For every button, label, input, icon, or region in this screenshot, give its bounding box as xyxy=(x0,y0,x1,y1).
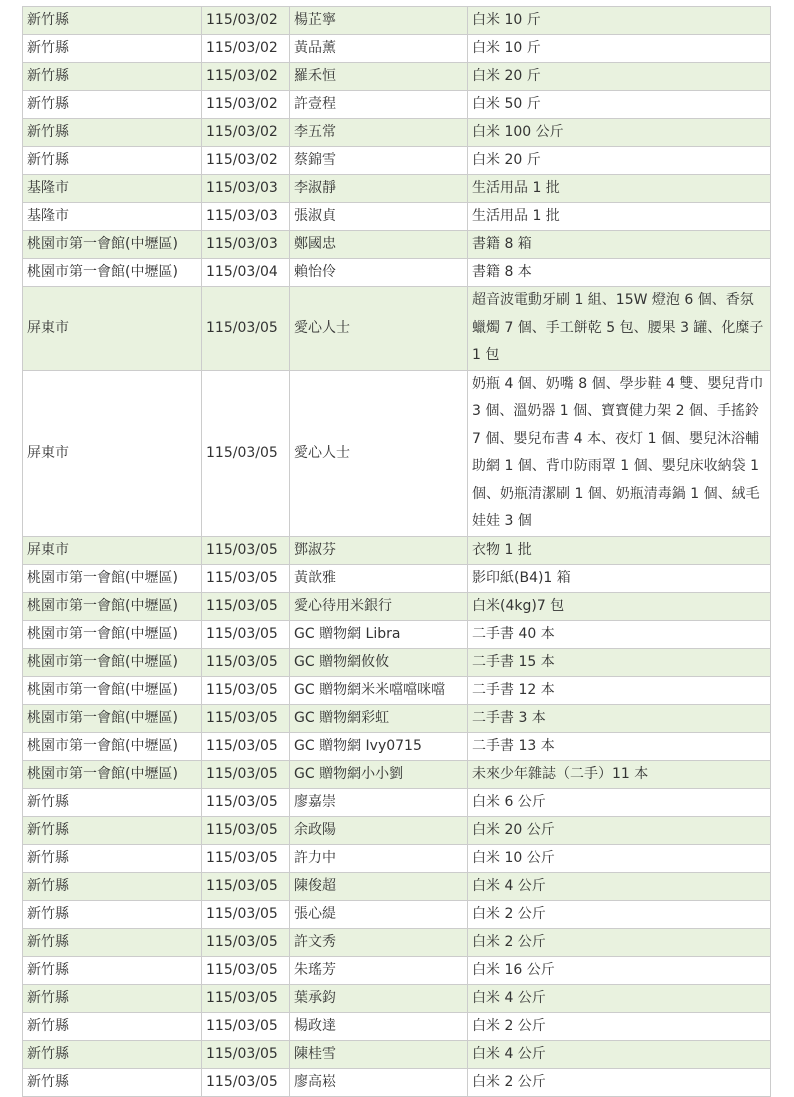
donor-cell: 廖嘉崇 xyxy=(290,788,468,816)
donor-cell: 羅禾恒 xyxy=(290,63,468,91)
donation-table-body xyxy=(23,7,771,1097)
item-cell: 奶瓶 4 個、奶嘴 8 個、學步鞋 4 雙、嬰兒背巾 3 個、溫奶器 1 個、寶寶健力架 2 個、手搖鈴 7 個、嬰兒布書 4 本、夜灯 1 個、嬰兒沐浴輔助網 1 個、背巾防雨罩 1 個、嬰兒床收納袋 1 個、奶瓶清潔刷 1 個、奶瓶清毒鍋 1 個、絨毛娃娃 3 個 xyxy=(468,370,771,536)
donor-cell: 黃品薰 xyxy=(290,35,468,63)
region-cell: 桃園市第一會館(中壢區) xyxy=(23,648,202,676)
item-cell: 白米 2 公斤 xyxy=(468,928,771,956)
table-row xyxy=(23,536,771,564)
region-cell: 新竹縣 xyxy=(23,91,202,119)
item-cell: 白米 10 斤 xyxy=(468,35,771,63)
item-cell: 二手書 40 本 xyxy=(468,620,771,648)
region-cell: 新竹縣 xyxy=(23,1068,202,1096)
region-cell: 基隆市 xyxy=(23,175,202,203)
region-cell: 新竹縣 xyxy=(23,844,202,872)
donor-cell: 廖高崧 xyxy=(290,1068,468,1096)
date-cell: 115/03/05 xyxy=(202,536,290,564)
table-row xyxy=(23,732,771,760)
donor-cell: 陳桂雪 xyxy=(290,1040,468,1068)
date-cell: 115/03/05 xyxy=(202,564,290,592)
donation-table xyxy=(22,6,771,1097)
region-cell: 新竹縣 xyxy=(23,63,202,91)
item-cell: 白米 20 斤 xyxy=(468,147,771,175)
item-cell: 白米 20 公斤 xyxy=(468,816,771,844)
table-row xyxy=(23,592,771,620)
table-row xyxy=(23,203,771,231)
donor-cell: 愛心人士 xyxy=(290,287,468,371)
item-cell: 書籍 8 箱 xyxy=(468,231,771,259)
donor-cell: GC 贈物網小小劉 xyxy=(290,760,468,788)
donor-cell: 張淑貞 xyxy=(290,203,468,231)
item-cell: 超音波電動牙刷 1 組、15W 燈泡 6 個、香氛蠟燭 7 個、手工餅乾 5 包、腰果 3 罐、化糜子 1 包 xyxy=(468,287,771,371)
region-cell: 屏東市 xyxy=(23,536,202,564)
table-row xyxy=(23,620,771,648)
region-cell: 新竹縣 xyxy=(23,1012,202,1040)
region-cell: 新竹縣 xyxy=(23,788,202,816)
region-cell: 桃園市第一會館(中壢區) xyxy=(23,259,202,287)
item-cell: 白米 100 公斤 xyxy=(468,119,771,147)
date-cell: 115/03/03 xyxy=(202,175,290,203)
date-cell: 115/03/02 xyxy=(202,63,290,91)
item-cell: 二手書 3 本 xyxy=(468,704,771,732)
donor-cell: 許力中 xyxy=(290,844,468,872)
item-cell: 白米 4 公斤 xyxy=(468,872,771,900)
date-cell: 115/03/02 xyxy=(202,35,290,63)
region-cell: 桃園市第一會館(中壢區) xyxy=(23,760,202,788)
table-row xyxy=(23,1040,771,1068)
date-cell: 115/03/05 xyxy=(202,872,290,900)
region-cell: 桃園市第一會館(中壢區) xyxy=(23,231,202,259)
table-row xyxy=(23,63,771,91)
item-cell: 二手書 15 本 xyxy=(468,648,771,676)
region-cell: 新竹縣 xyxy=(23,928,202,956)
item-cell: 白米 16 公斤 xyxy=(468,956,771,984)
date-cell: 115/03/05 xyxy=(202,287,290,371)
donor-cell: 陳俊超 xyxy=(290,872,468,900)
region-cell: 新竹縣 xyxy=(23,35,202,63)
region-cell: 新竹縣 xyxy=(23,119,202,147)
donor-cell: 蔡錦雪 xyxy=(290,147,468,175)
table-row xyxy=(23,1068,771,1096)
date-cell: 115/03/05 xyxy=(202,1068,290,1096)
donor-cell: 楊政達 xyxy=(290,1012,468,1040)
table-row xyxy=(23,119,771,147)
region-cell: 基隆市 xyxy=(23,203,202,231)
item-cell: 白米 10 斤 xyxy=(468,7,771,35)
donor-cell: 鄧淑芬 xyxy=(290,536,468,564)
date-cell: 115/03/05 xyxy=(202,928,290,956)
table-row xyxy=(23,648,771,676)
date-cell: 115/03/02 xyxy=(202,91,290,119)
donor-cell: GC 贈物網米米噹噹咪噹 xyxy=(290,676,468,704)
item-cell: 白米 10 公斤 xyxy=(468,844,771,872)
table-row xyxy=(23,7,771,35)
item-cell: 影印紙(B4)1 箱 xyxy=(468,564,771,592)
table-row xyxy=(23,928,771,956)
item-cell: 生活用品 1 批 xyxy=(468,203,771,231)
region-cell: 桃園市第一會館(中壢區) xyxy=(23,704,202,732)
table-row xyxy=(23,956,771,984)
item-cell: 白米 50 斤 xyxy=(468,91,771,119)
date-cell: 115/03/05 xyxy=(202,788,290,816)
date-cell: 115/03/04 xyxy=(202,259,290,287)
donor-cell: 賴怡伶 xyxy=(290,259,468,287)
donor-cell: 許壹程 xyxy=(290,91,468,119)
item-cell: 白米 6 公斤 xyxy=(468,788,771,816)
table-row xyxy=(23,984,771,1012)
donor-cell: 李五常 xyxy=(290,119,468,147)
donor-cell: 李淑靜 xyxy=(290,175,468,203)
table-row xyxy=(23,760,771,788)
date-cell: 115/03/05 xyxy=(202,900,290,928)
date-cell: 115/03/05 xyxy=(202,704,290,732)
item-cell: 白米 2 公斤 xyxy=(468,900,771,928)
table-row xyxy=(23,259,771,287)
item-cell: 白米 20 斤 xyxy=(468,63,771,91)
donor-cell: 鄭國忠 xyxy=(290,231,468,259)
donor-cell: 張心緹 xyxy=(290,900,468,928)
date-cell: 115/03/02 xyxy=(202,7,290,35)
table-row xyxy=(23,788,771,816)
region-cell: 桃園市第一會館(中壢區) xyxy=(23,564,202,592)
date-cell: 115/03/05 xyxy=(202,956,290,984)
date-cell: 115/03/05 xyxy=(202,1012,290,1040)
donor-cell: GC 贈物網彩虹 xyxy=(290,704,468,732)
table-row xyxy=(23,91,771,119)
table-row xyxy=(23,816,771,844)
date-cell: 115/03/02 xyxy=(202,147,290,175)
date-cell: 115/03/03 xyxy=(202,231,290,259)
item-cell: 二手書 13 本 xyxy=(468,732,771,760)
table-row xyxy=(23,175,771,203)
date-cell: 115/03/05 xyxy=(202,676,290,704)
region-cell: 屏東市 xyxy=(23,287,202,371)
item-cell: 二手書 12 本 xyxy=(468,676,771,704)
item-cell: 白米 2 公斤 xyxy=(468,1068,771,1096)
table-row xyxy=(23,900,771,928)
table-row xyxy=(23,704,771,732)
donor-cell: 余政陽 xyxy=(290,816,468,844)
region-cell: 桃園市第一會館(中壢區) xyxy=(23,676,202,704)
item-cell: 白米(4kg)7 包 xyxy=(468,592,771,620)
table-row xyxy=(23,872,771,900)
donor-cell: 愛心人士 xyxy=(290,370,468,536)
region-cell: 新竹縣 xyxy=(23,872,202,900)
region-cell: 桃園市第一會館(中壢區) xyxy=(23,732,202,760)
region-cell: 新竹縣 xyxy=(23,900,202,928)
donor-cell: GC 贈物網攸攸 xyxy=(290,648,468,676)
date-cell: 115/03/05 xyxy=(202,984,290,1012)
table-row xyxy=(23,35,771,63)
date-cell: 115/03/05 xyxy=(202,370,290,536)
item-cell: 白米 4 公斤 xyxy=(468,1040,771,1068)
donor-cell: 愛心待用米銀行 xyxy=(290,592,468,620)
table-row xyxy=(23,147,771,175)
region-cell: 桃園市第一會館(中壢區) xyxy=(23,620,202,648)
region-cell: 新竹縣 xyxy=(23,956,202,984)
date-cell: 115/03/05 xyxy=(202,816,290,844)
table-row xyxy=(23,844,771,872)
table-row xyxy=(23,370,771,536)
item-cell: 未來少年雜誌（二手）11 本 xyxy=(468,760,771,788)
item-cell: 生活用品 1 批 xyxy=(468,175,771,203)
region-cell: 新竹縣 xyxy=(23,1040,202,1068)
donor-cell: 葉承鈞 xyxy=(290,984,468,1012)
date-cell: 115/03/05 xyxy=(202,1040,290,1068)
item-cell: 白米 4 公斤 xyxy=(468,984,771,1012)
date-cell: 115/03/05 xyxy=(202,760,290,788)
donor-cell: 許文秀 xyxy=(290,928,468,956)
date-cell: 115/03/03 xyxy=(202,203,290,231)
date-cell: 115/03/05 xyxy=(202,592,290,620)
table-row xyxy=(23,287,771,371)
date-cell: 115/03/05 xyxy=(202,844,290,872)
region-cell: 桃園市第一會館(中壢區) xyxy=(23,592,202,620)
table-row xyxy=(23,676,771,704)
region-cell: 屏東市 xyxy=(23,370,202,536)
donor-cell: 楊芷寧 xyxy=(290,7,468,35)
region-cell: 新竹縣 xyxy=(23,7,202,35)
date-cell: 115/03/05 xyxy=(202,620,290,648)
region-cell: 新竹縣 xyxy=(23,816,202,844)
item-cell: 衣物 1 批 xyxy=(468,536,771,564)
donor-cell: 朱瑤芳 xyxy=(290,956,468,984)
donor-cell: GC 贈物網 Ivy0715 xyxy=(290,732,468,760)
item-cell: 白米 2 公斤 xyxy=(468,1012,771,1040)
table-row xyxy=(23,1012,771,1040)
region-cell: 新竹縣 xyxy=(23,984,202,1012)
donor-cell: 黃歆雅 xyxy=(290,564,468,592)
date-cell: 115/03/05 xyxy=(202,648,290,676)
region-cell: 新竹縣 xyxy=(23,147,202,175)
item-cell: 書籍 8 本 xyxy=(468,259,771,287)
date-cell: 115/03/02 xyxy=(202,119,290,147)
table-row xyxy=(23,231,771,259)
donor-cell: GC 贈物網 Libra xyxy=(290,620,468,648)
date-cell: 115/03/05 xyxy=(202,732,290,760)
table-row xyxy=(23,564,771,592)
